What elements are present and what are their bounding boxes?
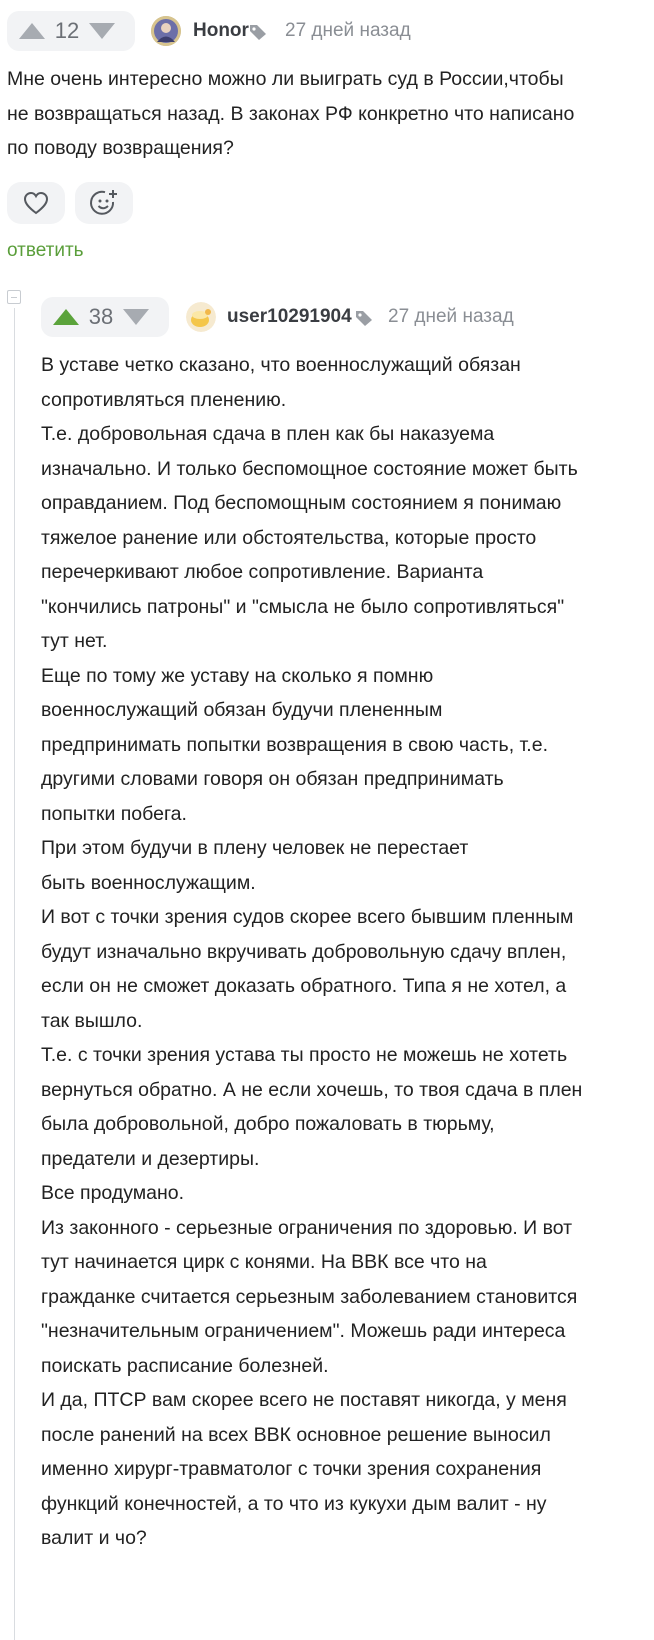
comment2-body	[41, 348, 651, 1556]
comment1-timestamp[interactable]: 27 дней назад	[285, 20, 411, 41]
arrow-down-icon	[89, 23, 115, 39]
comment1-avatar[interactable]	[151, 16, 181, 46]
comment-line: изначально. И только беспомощное состояние может быть	[41, 457, 578, 480]
comment-line: если он не сможет доказать обратного. Типа я не хотел, а	[41, 975, 567, 997]
collapse-icon[interactable]	[7, 290, 21, 304]
comment-line: функций конечностей, а то что из кукухи дым валит - ну	[41, 1492, 547, 1515]
comment2-vote-widget	[41, 297, 169, 337]
comment-line: по поводу возвращения?	[7, 137, 234, 159]
comment-line: быть военнослужащим.	[41, 871, 256, 894]
comment-line: попытки побега.	[41, 802, 187, 825]
comment-line: предатели и дезертиры.	[41, 1147, 260, 1170]
reply-link[interactable]: ответить	[7, 240, 84, 261]
upvote-button[interactable]	[15, 11, 49, 51]
comment-line: Все продумано.	[41, 1182, 185, 1204]
comment-line: военнослужащий обязан будучи плененным	[41, 699, 443, 721]
comment-line: Т.е. добровольная сдача в плен как бы наказуема	[41, 423, 495, 445]
comment-line: перечеркивают любое сопротивление. Варианта	[41, 561, 484, 583]
comment-line: сопротивляться пленению.	[41, 388, 287, 411]
downvote-button[interactable]	[119, 297, 153, 337]
comment-line: предпринимать попытки возвращения в свою часть, т.е.	[41, 733, 548, 756]
comment-line: после ранений на всех ВВК основное решение выносил	[41, 1423, 551, 1446]
comment2-username[interactable]: user10291904	[227, 306, 352, 327]
comment-line: так вышло.	[41, 1009, 143, 1032]
comment1-body	[7, 62, 647, 166]
tag-icon[interactable]	[249, 23, 267, 41]
avatar-image	[186, 302, 216, 332]
comment-line: будут изначально вкручивать добровольную сдачу вплен,	[41, 940, 567, 963]
comment-line: поискать расписание болезней.	[41, 1354, 329, 1377]
comment2-avatar[interactable]	[186, 302, 216, 332]
comment-line: "незначительным ограничением". Можешь ради интереса	[41, 1320, 566, 1342]
thread-line[interactable]	[14, 308, 15, 1640]
add-reaction-button[interactable]	[75, 182, 133, 224]
upvote-button[interactable]	[49, 297, 83, 337]
avatar-image	[151, 16, 181, 46]
comment-line: И да, ПТСР вам скорее всего не поставят никогда, у меня	[41, 1389, 567, 1411]
comment-line: оправданием. Под беспомощным состоянием я понимаю	[41, 492, 562, 514]
arrow-up-icon	[19, 23, 45, 39]
comment-line: Мне очень интересно можно ли выиграть суд в России,чтобы	[7, 68, 564, 90]
comment-line: При этом будучи в плену человек не перестает	[41, 837, 469, 859]
tag-icon[interactable]	[355, 309, 373, 327]
comment-line: тут начинается цирк с конями. На ВВК все что на	[41, 1251, 487, 1273]
comment-line: была добровольной, добро пожаловать в тюрьму,	[41, 1113, 495, 1135]
comment-line: Из законного - серьезные ограничения по здоровью. И вот	[41, 1216, 573, 1239]
comment1-rating: 12	[54, 18, 80, 43]
comment2-timestamp[interactable]: 27 дней назад	[388, 306, 514, 327]
comment-line: Т.е. с точки зрения устава ты просто не можешь не хотеть	[41, 1044, 568, 1066]
comment-line: Еще по тому же уставу на сколько я помню	[41, 664, 434, 687]
arrow-up-icon	[53, 309, 79, 325]
comment-line: гражданке считается серьезным заболеванием становится	[41, 1285, 578, 1308]
comment-line: вернуться обратно. А не если хочешь, то твоя сдача в плен	[41, 1078, 583, 1101]
downvote-button[interactable]	[85, 11, 119, 51]
heart-icon	[23, 191, 49, 215]
comment-line: тяжелое ранение или обстоятельства, которые просто	[41, 526, 537, 549]
comment-line: валит и чо?	[41, 1527, 147, 1549]
smiley-add-icon	[89, 188, 119, 218]
like-button[interactable]	[7, 182, 65, 224]
comment2-rating: 38	[88, 304, 114, 329]
arrow-down-icon	[123, 309, 149, 325]
comment1-username[interactable]: Honor	[193, 20, 249, 41]
comment-line: не возвращаться назад. В законах РФ конкретно что написано	[7, 102, 575, 125]
comment-line: именно хирург-травматолог с точки зрения сохранения	[41, 1458, 542, 1480]
comment1-vote-widget	[7, 11, 135, 51]
comment-line: В уставе четко сказано, что военнослужащий обязан	[41, 354, 521, 376]
comment-line: "кончились патроны" и "смысла не было сопротивляться"	[41, 595, 565, 618]
comment-line: другими словами говоря он обязан предпринимать	[41, 768, 504, 790]
comment-line: тут нет.	[41, 630, 108, 652]
comment-line: И вот с точки зрения судов скорее всего бывшим пленным	[41, 906, 574, 928]
